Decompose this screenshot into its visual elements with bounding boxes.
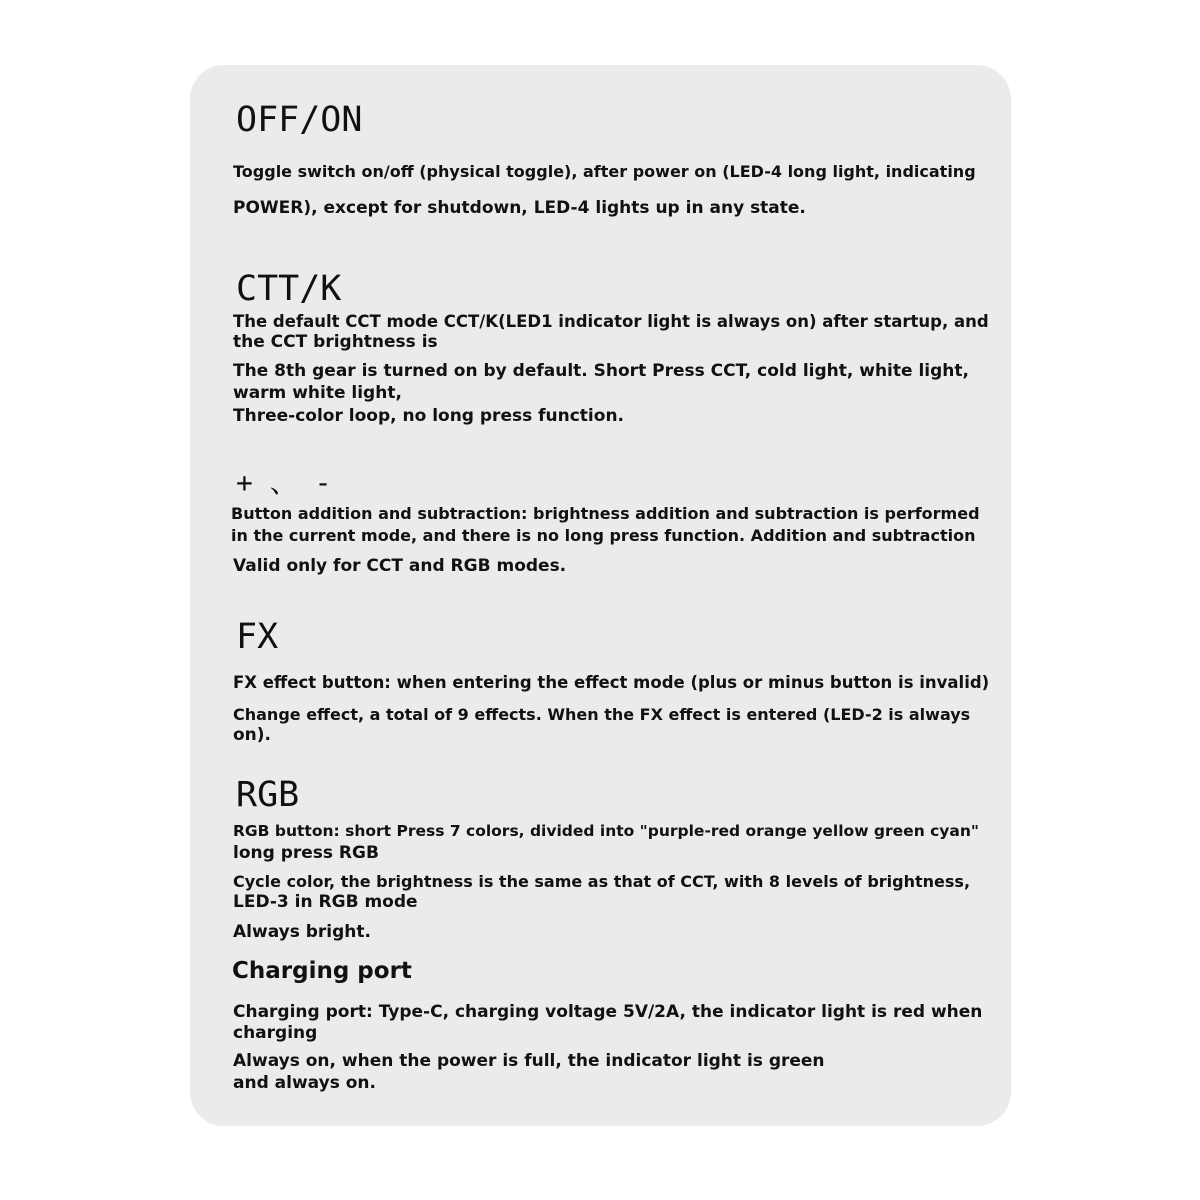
plusminus-line-3: Valid only for CCT and RGB modes. <box>233 556 567 576</box>
rgb-line-5: Always bright. <box>233 922 371 942</box>
charging-line-2: charging <box>233 1023 318 1043</box>
section-title-rgb: RGB <box>236 775 300 815</box>
rgb-line-1: RGB button: short Press 7 colors, divided into "purple-red orange yellow green cyan" <box>233 822 979 840</box>
fx-line-3: on). <box>233 725 272 745</box>
cct-line-1: The default CCT mode CCT/K(LED1 indicator light is always on) after startup, and <box>233 312 989 331</box>
section-title-onoff: OFF/ON <box>236 100 363 140</box>
plusminus-line-1: Button addition and subtraction: brightness addition and subtraction is performed <box>231 504 980 523</box>
instruction-card <box>190 65 1011 1126</box>
rgb-line-2: long press RGB <box>233 843 379 863</box>
fx-line-1: FX effect button: when entering the effect mode (plus or minus button is invalid) <box>233 673 990 692</box>
fx-line-2: Change effect, a total of 9 effects. When the FX effect is entered (LED-2 is always <box>233 705 971 724</box>
rgb-line-3: Cycle color, the brightness is the same as that of CCT, with 8 levels of brightness, <box>233 872 971 891</box>
cct-line-5: Three-color loop, no long press function. <box>233 406 624 426</box>
cct-line-2: the CCT brightness is <box>233 332 438 352</box>
section-title-cct: CTT/K <box>236 269 342 309</box>
section-title-charging: Charging port <box>232 958 412 984</box>
cct-line-4: warm white light, <box>233 383 402 403</box>
section-title-plusminus: + 、 - <box>236 466 332 499</box>
onoff-line-1: Toggle switch on/off (physical toggle), after power on (LED-4 long light, indicating <box>233 162 976 181</box>
charging-line-3: Always on, when the power is full, the indicator light is green <box>233 1051 825 1071</box>
charging-line-4: and always on. <box>233 1073 376 1093</box>
cct-line-3: The 8th gear is turned on by default. Short Press CCT, cold light, white light, <box>233 361 969 381</box>
plusminus-line-2: in the current mode, and there is no long press function. Addition and subtraction <box>231 526 976 545</box>
onoff-line-2: POWER), except for shutdown, LED-4 lights up in any state. <box>233 198 806 218</box>
section-title-fx: FX <box>236 617 279 657</box>
charging-line-1: Charging port: Type-C, charging voltage 5V/2A, the indicator light is red when <box>233 1002 983 1022</box>
rgb-line-4: LED-3 in RGB mode <box>233 892 418 912</box>
